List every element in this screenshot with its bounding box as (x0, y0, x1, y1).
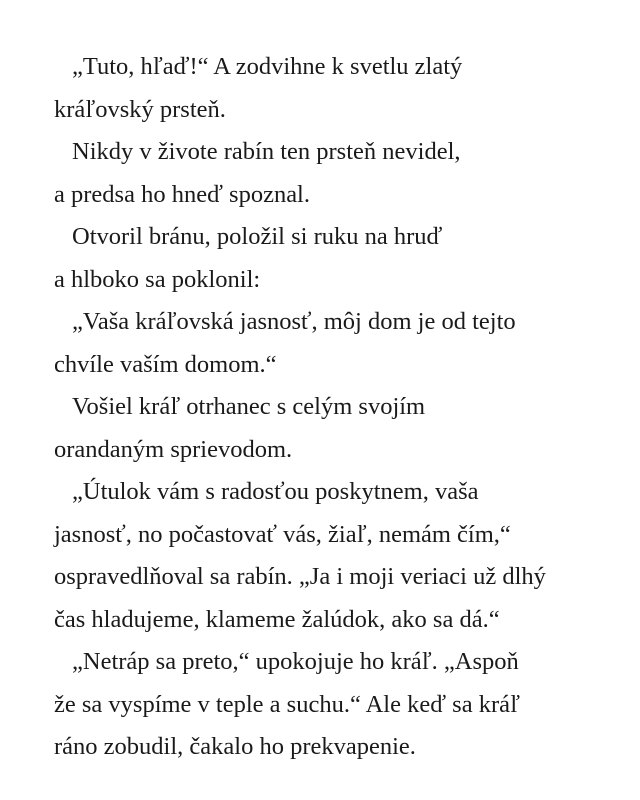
text-line: že sa vyspíme v teple a suchu.“ Ale keď sa kráľ (54, 690, 520, 718)
paragraph-1 (54, 46, 600, 131)
paragraph-3 (54, 216, 600, 301)
text-line: Otvoril bránu, položil si ruku na hruď (72, 223, 443, 250)
text-line: Nikdy v živote rabín ten prsteň nevidel, (72, 138, 461, 165)
text-line: ráno zobudil, čakalo ho prekvapenie. (54, 733, 416, 760)
paragraph-7 (54, 641, 600, 769)
text-line: ospravedlňoval sa rabín. „Ja i moji veriaci už dlhý (54, 563, 546, 590)
paragraph-5 (54, 386, 600, 471)
text-line: chvíle vaším domom.“ (54, 350, 277, 378)
text-line: Vošiel kráľ otrhanec s celým svojím (72, 393, 426, 420)
paragraph-6 (54, 471, 600, 641)
text-line: a hlboko sa poklonil: (54, 265, 261, 293)
text-line: „Vaša kráľovská jasnosť, môj dom je od tejto (72, 308, 516, 335)
text-line: jasnosť, no počastovať vás, žiaľ, nemám čím,“ (54, 520, 511, 548)
text-line: kráľovský prsteň. (54, 95, 226, 123)
paragraph-2 (54, 131, 600, 216)
text-line: čas hladujeme, klameme žalúdok, ako sa dá.“ (54, 605, 500, 633)
text-line: „Netráp sa preto,“ upokojuje ho kráľ. „Aspoň (72, 648, 519, 675)
text-line: a predsa ho hneď spoznal. (54, 180, 310, 208)
text-line: orandaným sprievodom. (54, 435, 293, 463)
text-line: „Tuto, hľaď!“ A zodvihne k svetlu zlatý (72, 53, 463, 80)
paragraph-4 (54, 301, 600, 386)
text-line: „Útulok vám s radosťou poskytnem, vaša (72, 478, 479, 505)
